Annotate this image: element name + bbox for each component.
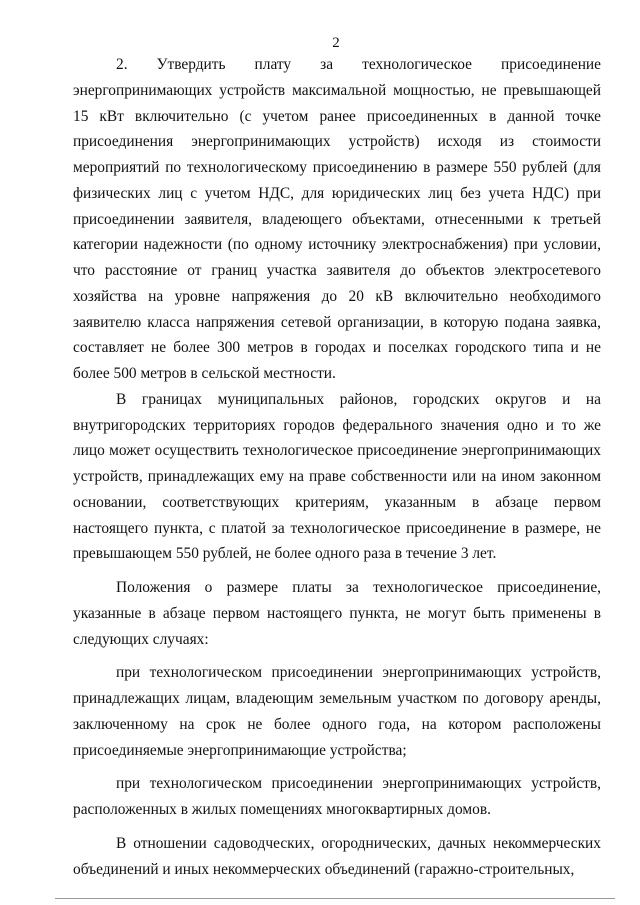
paragraph-exception-lease: при технологическом присоединении энергопринимающих устройств, принадлежащих лицам, владеющим земельным участком по договору аренды, заключенному на срок не более одного года, на котором расположены присоединяемые энергопринимающие устройства; [73,664,601,759]
paragraph-point-2: 2. Утвердить плату за технологическое присоединение энергопринимающих устройств максимальной мощностью, не превышающей 15 кВт включительно (с учетом ранее присоединенных в данной точке присоединения энергопринимающих устройств) исходя из стоимости мероприятий по технологическому присоединению в размере 550 рублей (для физических лиц с учетом НДС, для юридических лиц без учета НДС) при присоединении заявителя, владеющего объектами, отнесенными к третьей категории надежности (по одному источнику электроснабжения) при условии, что расстояние от границ участка заявителя до объектов электросетевого хозяйства на уровне напряжения до 20 кВ включительно необходимого заявителю класса напряжения сетевой организации, в которую подана заявка, составляет не более 300 метров в городах и поселках городского типа и не более 500 метров в сельской местности. [73,56,601,382]
page-number: 2 [332,35,340,51]
paragraph-exceptions-intro: Положения о размере платы за технологическое присоединение, указанные в абзаце первом настоящего пункта, не могут быть применены в следующих случаях: [73,579,601,648]
paragraph-municipal-boundaries: В границах муниципальных районов, городских округов и на внутригородских территориях городов федерального значения одно и то же лицо может осуществить технологическое присоединение энергопринимающих устройств, принадлежащих ему на праве собственности или на ином законном основании, соответствующих критериям, указанным в абзаце первом настоящего пункта, с платой за технологическое присоединение в размере, не превышающем 550 рублей, не более одного раза в течение 3 лет. [73,390,601,563]
paragraph-nonprofit-associations: В отношении садоводческих, огороднических, дачных некоммерческих объединений и иных некоммерческих объединений (гаражно-строительных, [73,834,601,878]
scan-edge-line [55,898,615,899]
document-body [73,52,601,882]
paragraph-exception-apartments: при технологическом присоединении энергопринимающих устройств, расположенных в жилых помещениях многоквартирных домов. [73,775,601,818]
